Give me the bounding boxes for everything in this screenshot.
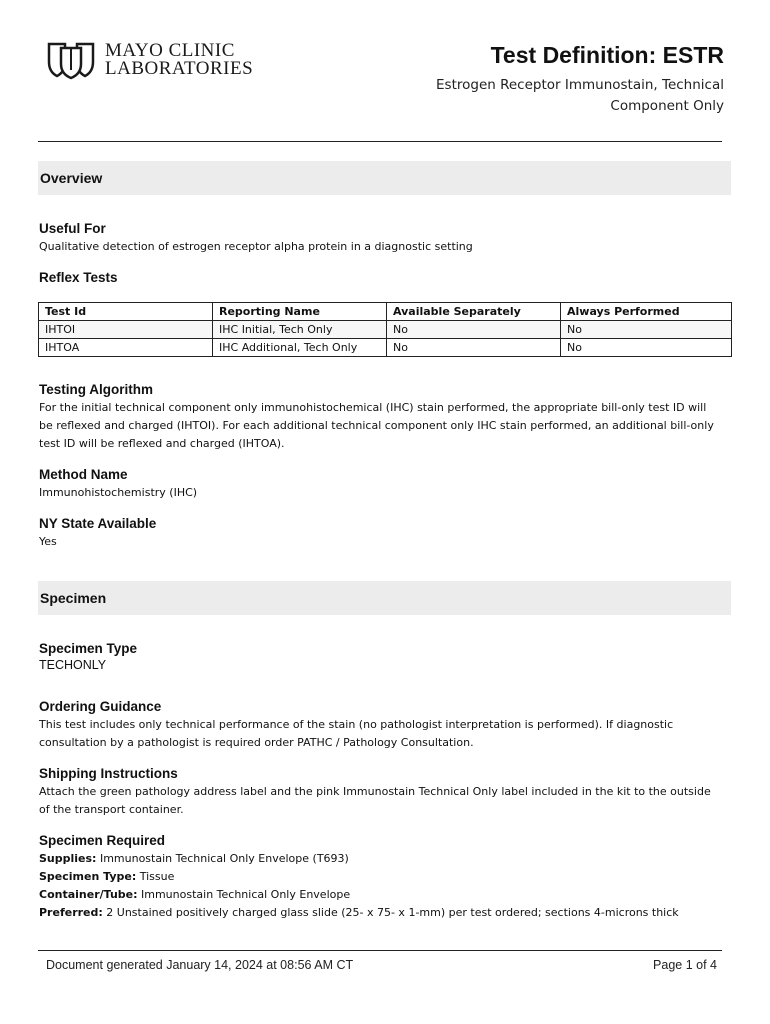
shipping-instructions-heading: Shipping Instructions — [39, 766, 178, 781]
table-cell: No — [387, 339, 561, 357]
specimen-required-list — [39, 850, 729, 922]
table-row — [39, 339, 732, 357]
ordering-guidance-heading: Ordering Guidance — [39, 699, 162, 714]
useful-for-heading: Useful For — [39, 221, 106, 236]
table-cell: IHTOA — [39, 339, 213, 357]
table-cell: No — [387, 321, 561, 339]
header-divider — [38, 141, 722, 142]
column-header: Test Id — [39, 303, 213, 321]
list-item: Container/Tube: Immunostain Technical Only Envelope — [39, 888, 351, 901]
method-name-heading: Method Name — [39, 467, 128, 482]
specimen-required-heading: Specimen Required — [39, 833, 166, 848]
logo-line-1: MAYO CLINIC — [105, 40, 235, 61]
table-cell: IHC Initial, Tech Only — [213, 321, 387, 339]
column-header: Reporting Name — [213, 303, 387, 321]
table-header-row — [39, 303, 732, 321]
table-cell: IHC Additional, Tech Only — [213, 339, 387, 357]
ordering-guidance-text: This test includes only technical performance of the stain (no pathologist interpretation is performed). If diagnostic consultation by a pathologist is required order PATHC / Pathology Consultation. — [39, 718, 674, 749]
footer-divider — [38, 950, 722, 951]
specimen-type-heading: Specimen Type — [39, 641, 138, 656]
document-generated-text: Document generated January 14, 2024 at 08:56 AM CT — [46, 958, 354, 972]
specimen-type-text: TECHONLY — [39, 658, 107, 672]
useful-for-text: Qualitative detection of estrogen receptor alpha protein in a diagnostic setting — [39, 240, 473, 253]
column-header: Available Separately — [387, 303, 561, 321]
table-cell: No — [561, 339, 732, 357]
overview-section-header: Overview — [38, 161, 731, 195]
shipping-instructions-text: Attach the green pathology address label and the pink Immunostain Technical Only label included in the kit to the outside of the transport container. — [39, 785, 711, 816]
list-item: Specimen Type: Tissue — [39, 870, 175, 883]
reflex-tests-table — [38, 302, 732, 357]
testing-algorithm-text: For the initial technical component only immunohistochemical (IHC) stain performed, the appropriate bill-only test ID will be reflexed and charged (IHTOI). For each additional technical component only IHC stain performed, an additional bill-only test ID will be reflexed and charged (IHTOA). — [39, 401, 714, 450]
page-subtitle: Estrogen Receptor Immunostain, Technical Component Only — [436, 77, 724, 114]
table-cell: IHTOI — [39, 321, 213, 339]
mayo-shields-icon — [45, 40, 97, 80]
ny-state-heading: NY State Available — [39, 516, 157, 531]
reflex-tests-heading: Reflex Tests — [39, 270, 118, 285]
mayo-clinic-logo — [45, 40, 253, 80]
method-name-text: Immunohistochemistry (IHC) — [39, 486, 198, 499]
page-number: Page 1 of 4 — [653, 958, 717, 972]
list-item: Supplies: Immunostain Technical Only Envelope (T693) — [39, 852, 349, 865]
specimen-section-header: Specimen — [38, 581, 731, 615]
page-title: Test Definition: ESTR — [490, 42, 724, 68]
logo-line-2: LABORATORIES — [105, 58, 254, 79]
list-item: Preferred: 2 Unstained positively charged glass slide (25- x 75- x 1-mm) per test ordered; sections 4-microns thick — [39, 906, 679, 919]
ny-state-text: Yes — [39, 535, 57, 548]
column-header: Always Performed — [561, 303, 732, 321]
testing-algorithm-heading: Testing Algorithm — [39, 382, 153, 397]
table-cell: No — [561, 321, 732, 339]
table-row — [39, 321, 732, 339]
